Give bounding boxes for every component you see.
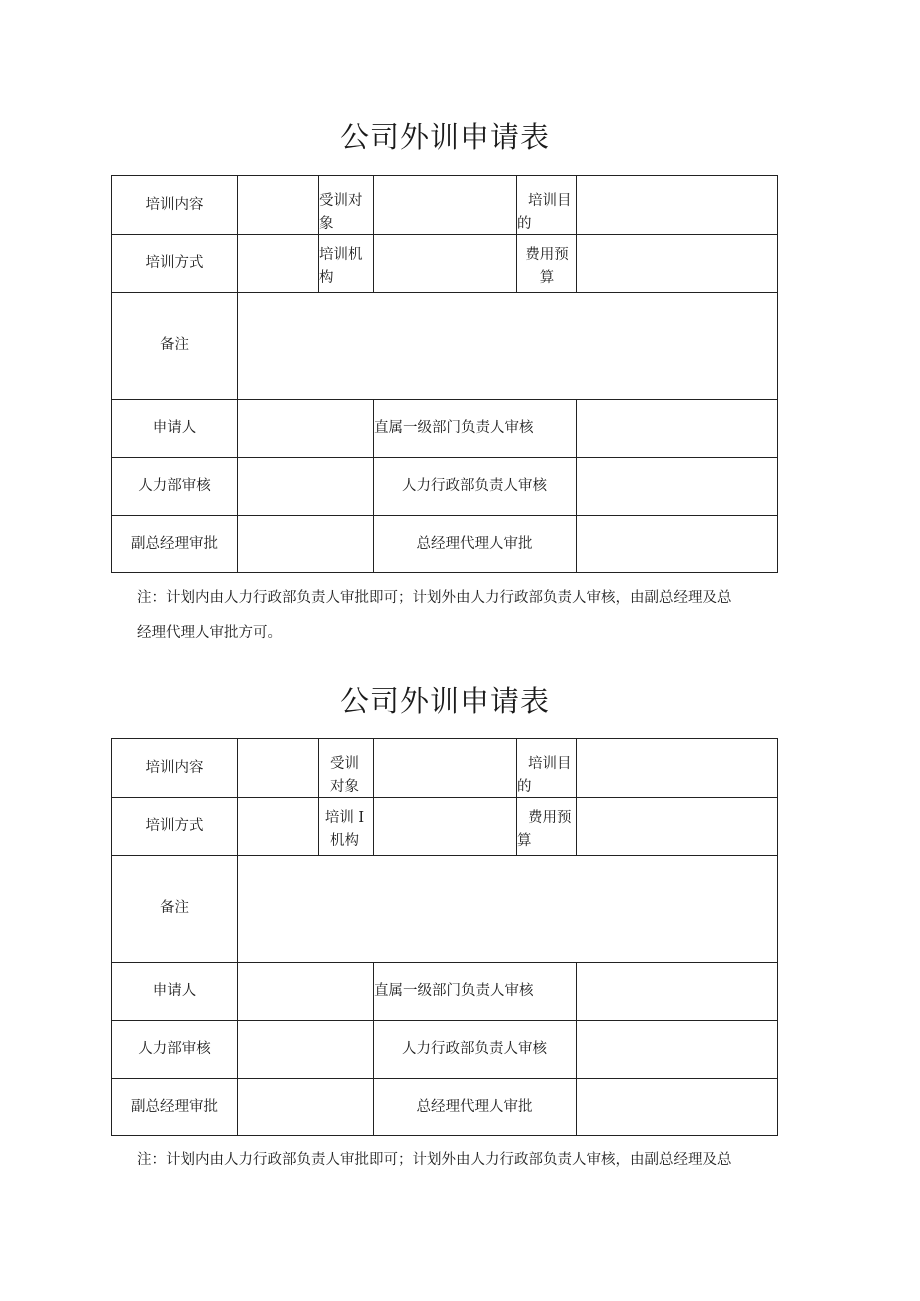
applicant-label: 申请人 bbox=[152, 982, 197, 999]
form-note-line: 注：计划内由人力行政部负责人审批即可；计划外由人力行政部负责人审核，由副总经理及总 bbox=[137, 590, 732, 606]
applicant-field[interactable] bbox=[237, 399, 373, 457]
budget-field[interactable] bbox=[576, 797, 779, 855]
remarks-label: 备注 bbox=[160, 337, 189, 353]
training-content-field[interactable] bbox=[237, 739, 318, 797]
training-goal-label: 培训目的 bbox=[517, 756, 572, 795]
trainee-target-field[interactable] bbox=[373, 739, 516, 797]
gm-agent-approval-field[interactable] bbox=[576, 515, 779, 573]
dept-head-review-field[interactable] bbox=[576, 399, 779, 457]
deputy-gm-approval-field[interactable] bbox=[237, 515, 373, 573]
form-note-line: 经理代理人审批方可。 bbox=[137, 625, 282, 641]
dept-head-review-label: 直属一级部门负责人审核 bbox=[374, 982, 534, 999]
dept-head-review-label: 直属一级部门负责人审核 bbox=[374, 419, 534, 436]
applicant-label: 申请人 bbox=[152, 419, 197, 436]
remarks-field[interactable] bbox=[237, 292, 779, 399]
deputy-gm-approval-label: 副总经理审批 bbox=[131, 1098, 218, 1115]
training-org-field[interactable] bbox=[373, 234, 516, 292]
hr-admin-head-review-label: 人力行政部负责人审核 bbox=[402, 1040, 547, 1057]
training-method-label: 培训方式 bbox=[145, 254, 204, 271]
trainee-target-field[interactable] bbox=[373, 176, 516, 234]
hr-review-field[interactable] bbox=[237, 457, 373, 515]
hr-review-label: 人力部审核 bbox=[138, 1040, 211, 1057]
gm-agent-approval-label: 总经理代理人审批 bbox=[416, 1098, 533, 1115]
hr-review-label: 人力部审核 bbox=[138, 477, 211, 494]
training-org-label: 培训机构 bbox=[319, 247, 363, 286]
training-org-field[interactable] bbox=[373, 797, 516, 855]
hr-admin-head-review-field[interactable] bbox=[576, 1020, 779, 1078]
training-content-label: 培训内容 bbox=[145, 196, 204, 213]
form-title: 公司外训申请表 bbox=[339, 684, 550, 718]
training-application-form bbox=[111, 175, 778, 573]
budget-label: 费用预算 bbox=[525, 247, 569, 286]
applicant-field[interactable] bbox=[237, 962, 373, 1020]
form-title: 公司外训申请表 bbox=[339, 120, 550, 154]
training-org-label: 培训 I 机构 bbox=[324, 810, 365, 849]
training-method-field[interactable] bbox=[237, 234, 318, 292]
remarks-label: 备注 bbox=[160, 900, 189, 916]
deputy-gm-approval-field[interactable] bbox=[237, 1078, 373, 1136]
training-content-label: 培训内容 bbox=[145, 759, 204, 776]
training-goal-label: 培训目的 bbox=[517, 193, 572, 232]
remarks-field[interactable] bbox=[237, 855, 779, 962]
budget-label: 费用预算 bbox=[517, 810, 572, 849]
training-method-field[interactable] bbox=[237, 797, 318, 855]
budget-field[interactable] bbox=[576, 234, 779, 292]
training-goal-field[interactable] bbox=[576, 176, 779, 234]
training-method-label: 培训方式 bbox=[145, 817, 204, 834]
gm-agent-approval-field[interactable] bbox=[576, 1078, 779, 1136]
hr-admin-head-review-field[interactable] bbox=[576, 457, 779, 515]
training-content-field[interactable] bbox=[237, 176, 318, 234]
trainee-target-label: 受训对象 bbox=[330, 756, 359, 795]
deputy-gm-approval-label: 副总经理审批 bbox=[131, 535, 218, 552]
dept-head-review-field[interactable] bbox=[576, 962, 779, 1020]
hr-review-field[interactable] bbox=[237, 1020, 373, 1078]
trainee-target-label: 受训对象 bbox=[319, 193, 363, 232]
training-goal-field[interactable] bbox=[576, 739, 779, 797]
gm-agent-approval-label: 总经理代理人审批 bbox=[416, 535, 533, 552]
hr-admin-head-review-label: 人力行政部负责人审核 bbox=[402, 477, 547, 494]
training-application-form bbox=[111, 738, 778, 1136]
form-note-line: 注：计划内由人力行政部负责人审批即可；计划外由人力行政部负责人审核，由副总经理及总 bbox=[137, 1152, 732, 1168]
